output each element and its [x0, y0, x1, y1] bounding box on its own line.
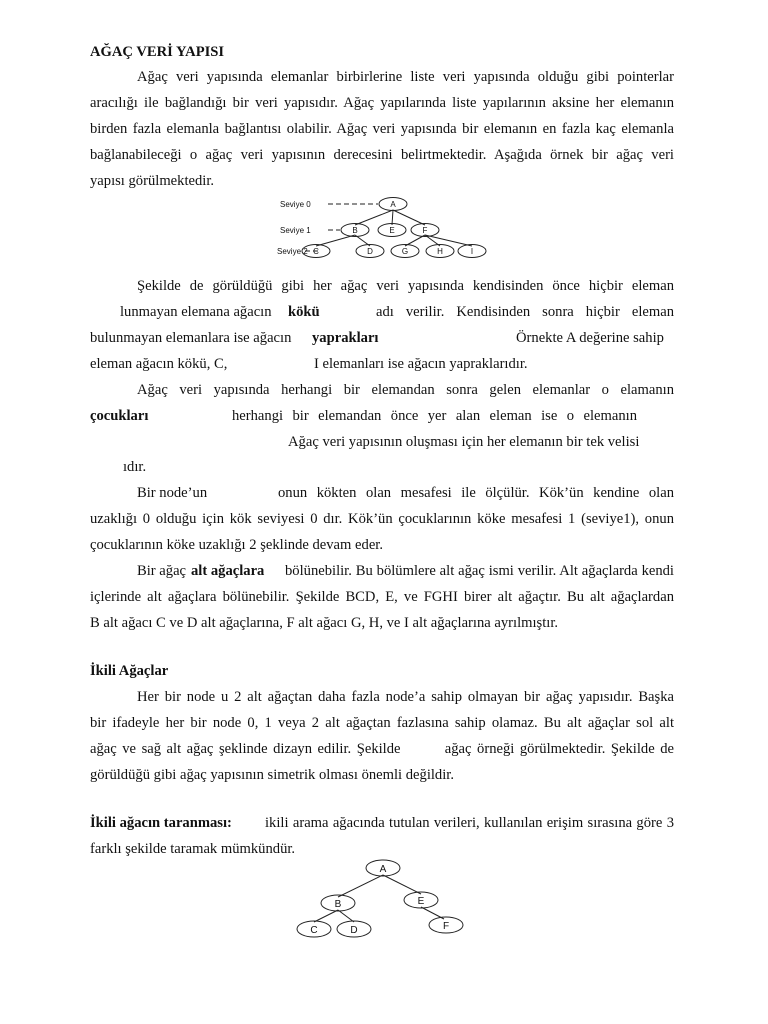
text-line: Her bir node u 2 alt ağaçtan daha fazla node’a sahip olmayan bir ağaç yapısıdır. Başka: [137, 689, 674, 705]
node-label: C: [313, 247, 319, 256]
text-line: Bir ağaç: [137, 563, 187, 579]
node-label: A: [379, 864, 387, 875]
term-root: kökü: [288, 304, 320, 320]
node-label: H: [437, 247, 443, 256]
text-line: Bir node’un: [137, 485, 208, 501]
text-line: B alt ağacı C ve D alt ağaçlarına, F alt ağacı G, H, ve I alt ağaçlarına ayrılmıştır.: [90, 615, 559, 631]
section-heading: İkili Ağaçlar: [90, 663, 169, 679]
text-line: I elemanları ise ağacın yapraklarıdır.: [314, 356, 528, 372]
text-line: ıdır.: [123, 459, 147, 475]
node-label: E: [389, 226, 395, 235]
text-line: içlerinde alt ağaçlara bölünebilir. Şekilde BCD, E, ve FGHI birer alt ağaçtır. Bu alt ağaçlardan: [90, 589, 674, 605]
term-traversal: İkili ağacın taranması:: [90, 815, 232, 831]
text-line: Şekilde de görüldüğü gibi her ağaç veri yapısında kendisinden önce hiçbir eleman: [137, 278, 674, 294]
text-line: bölünebilir. Bu bölümlere alt ağaç ismi verilir. Alt ağaçlarda kendi: [285, 563, 674, 579]
text-line: herhangi bir elemandan önce yer alan eleman ise o elemanın: [232, 408, 637, 424]
node-label: D: [367, 247, 373, 256]
text-line: Örnekte A değerine sahip: [516, 330, 664, 346]
node-label: G: [401, 247, 409, 256]
node-label: F: [422, 226, 428, 235]
text-line: bir ifadeyle her bir node 0, 1 veya 2 alt ağaçtan fazlasına sahip olamaz. Bu alt ağaçlar sol alt: [90, 715, 674, 731]
text-line: uzaklığı 0 olduğu için kök seviyesi 0 dır. Kök’ün çocuklarının köke mesafesi 1 (seviye1), onun: [90, 511, 674, 527]
text-line: onun kökten olan mesafesi ile ölçülür. Kök’ün kendine olan: [278, 485, 674, 501]
text-line: yapısı görülmektedir.: [90, 173, 215, 189]
term-subtrees: alt ağaçlara: [191, 563, 265, 579]
node-label: A: [390, 200, 396, 209]
node-label: E: [417, 896, 425, 907]
text-line: eleman ağacın kökü, C,: [90, 356, 228, 372]
text-line: bulunmayan elemanlara ise ağacın: [90, 330, 292, 346]
page-title: AĞAÇ VERİ YAPISI: [90, 44, 225, 60]
text-line: farklı şekilde taramak mümkündür.: [90, 841, 296, 857]
level-label: Seviye 2: [277, 247, 308, 256]
text-line: bağlanabileceği o ağaç veri yapısının derecesini belirtmektedir. Aşağıda örnek bir ağaç veri: [90, 147, 674, 163]
text-line: Ağaç veri yapısının oluşması için her elemanın bir tek velisi: [288, 434, 640, 450]
node-label: C: [310, 925, 318, 936]
term-leaves: yaprakları: [312, 330, 379, 346]
binary-tree-diagram: [0, 858, 768, 948]
text-line: birden fazla elemanla bağlantısı olabilir. Ağaç veri yapısında bir elemanın en fazla kaç elemanla: [90, 121, 674, 137]
node-label: B: [334, 899, 342, 910]
text-line: adı verilir. Kendisinden sonra hiçbir eleman: [376, 304, 674, 320]
level-label: Seviye 1: [280, 226, 311, 235]
text-line: lunmayan elemana ağacın: [120, 304, 272, 320]
node-label: D: [350, 925, 358, 936]
node-label: I: [470, 247, 474, 256]
node-label: B: [352, 226, 358, 235]
text-line: ağaç ve sağ alt ağaç şeklinde dizayn edilir. Şekilde ağaç örneği görülmektedir. Şekilde de: [90, 741, 674, 757]
node-label: F: [442, 921, 450, 932]
text-line: çocuklarının köke uzaklığı 2 şeklinde devam eder.: [90, 537, 383, 553]
level-label: Seviye 0: [280, 200, 311, 209]
text-line: Ağaç veri yapısında elemanlar birbirlerine liste veri yapısında olduğu gibi pointerlar: [137, 69, 674, 85]
text-line: ikili arama ağacında tutulan verileri, kullanılan erişim sırasına göre 3: [265, 815, 674, 831]
text-line: görüldüğü gibi ağaç yapısının simetrik olması önemli değildir.: [90, 767, 454, 783]
term-children: çocukları: [90, 408, 149, 424]
text-line: Ağaç veri yapısında herhangi bir elemandan sonra gelen elemanlar o elamanın: [137, 382, 674, 398]
tree-diagram-levels: [0, 192, 768, 262]
text-line: aracılığı ile bağlandığı bir veri yapısıdır. Ağaç yapılarında liste yapılarının aksine her elemanın: [90, 95, 674, 111]
